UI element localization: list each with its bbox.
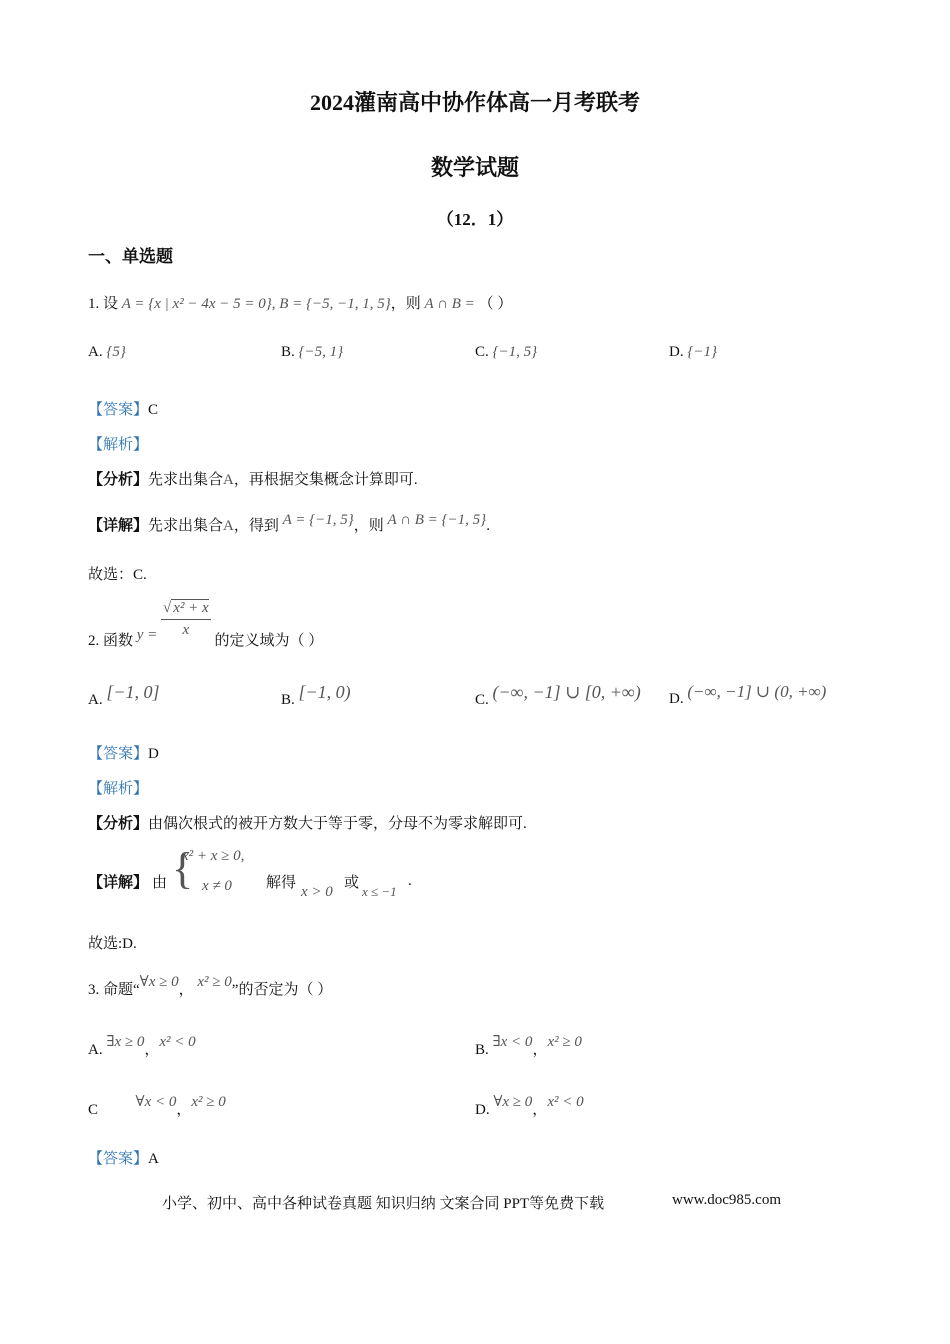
- q1-then: ，则: [390, 296, 421, 312]
- option-label: D.: [475, 1102, 490, 1118]
- footer-text: 小学、初中、高中各种试卷真题 知识归纳 文案合同 PPT等免费下载: [162, 1196, 605, 1212]
- detail-tag: 【详解】: [88, 875, 149, 891]
- answer-value: C: [148, 402, 159, 418]
- q3-number: 3. 命题“: [88, 982, 140, 998]
- detail-tag: 【详解】: [88, 518, 149, 534]
- q2-fenxi: [88, 812, 527, 833]
- detail-var: A: [223, 518, 234, 534]
- q1-option-a[interactable]: [88, 344, 126, 361]
- option-quantifier: ∃x < 0: [492, 1034, 533, 1050]
- exam-date: （12．1）: [436, 210, 514, 229]
- q2-option-d[interactable]: [669, 682, 827, 708]
- q1-option-d[interactable]: [669, 344, 717, 361]
- option-predicate: x² ≥ 0: [191, 1094, 226, 1110]
- q1-number: 1. 设: [88, 296, 119, 312]
- option-predicate: x² < 0: [547, 1094, 584, 1110]
- system-line-1: x² + x ≥ 0,: [182, 848, 245, 864]
- q2-denominator: x: [182, 622, 190, 638]
- detail-text: 由: [152, 875, 168, 891]
- section-heading: 一、单选题: [88, 247, 173, 266]
- detail-text: .: [408, 873, 412, 889]
- q2-guxuan: 故选:D.: [88, 936, 137, 952]
- option-value: {−1}: [687, 344, 717, 360]
- q1-paren: （ ）: [478, 296, 513, 312]
- q2-answer: [88, 742, 159, 763]
- option-value: [−1, 0): [298, 682, 351, 702]
- detail-text: ，则: [353, 518, 384, 534]
- option-value: {−5, 1}: [298, 344, 344, 360]
- q1-set-a: A = {x | x² − 4x − 5 = 0}: [121, 296, 272, 312]
- q1-fenxi: [88, 468, 418, 489]
- option-quantifier: ∃x ≥ 0: [106, 1034, 145, 1050]
- detail-text: 先求出集合: [148, 518, 224, 534]
- question-1: [88, 292, 512, 313]
- answer-value: A: [148, 1151, 159, 1167]
- option-value: (−∞, −1] ∪ [0, +∞): [492, 682, 641, 702]
- option-value: {−1, 5}: [492, 344, 538, 360]
- fenxi-var: A: [223, 472, 234, 488]
- q1-jiexi-tag: 【解析】: [88, 437, 149, 453]
- option-label: C: [88, 1102, 99, 1118]
- option-label: B.: [475, 1042, 489, 1058]
- question-2: [88, 598, 323, 652]
- q2-option-c[interactable]: [475, 682, 641, 709]
- q2-jiexi-tag: 【解析】: [88, 781, 149, 797]
- option-label: A.: [88, 692, 103, 708]
- q1-guxuan: 故选：C.: [88, 567, 147, 583]
- answer-tag: 【答案】: [88, 746, 149, 762]
- q3-suffix: ”的否定为（ ）: [231, 982, 333, 998]
- q2-detail: [88, 846, 488, 906]
- detail-math: A ∩ B = {−1, 5}: [387, 512, 487, 528]
- option-quantifier: ∀x < 0: [135, 1094, 177, 1110]
- option-value: (−∞, −1] ∪ (0, +∞): [687, 682, 827, 701]
- detail-text: 或: [344, 875, 360, 891]
- option-label: D.: [669, 344, 684, 360]
- option-predicate: x² ≥ 0: [547, 1034, 582, 1050]
- q2-radicand: x² + x: [173, 600, 209, 616]
- fenxi-text: 先求出集合: [148, 472, 224, 488]
- detail-text: 解得: [266, 875, 297, 891]
- q1-expr: A ∩ B =: [424, 296, 475, 312]
- q2-suffix: 的定义域为（ ）: [214, 632, 324, 649]
- q1-detail: [88, 514, 490, 535]
- system-line-2: x ≠ 0: [202, 878, 232, 894]
- q3-comma: ，: [178, 982, 194, 998]
- detail-text: ，得到: [233, 518, 279, 534]
- q3-quantifier: ∀x ≥ 0: [139, 974, 179, 990]
- fenxi-text: ，再根据交集概念计算即可.: [233, 472, 418, 488]
- q3-predicate: x² ≥ 0: [197, 974, 232, 990]
- fenxi-tag: 【分析】: [88, 816, 149, 832]
- result-1: x > 0: [301, 884, 333, 900]
- question-3: [88, 974, 333, 999]
- left-brace: {: [172, 844, 194, 893]
- fenxi-tag: 【分析】: [88, 472, 149, 488]
- q3-option-b[interactable]: B. ∃x < 0，x² ≥ 0: [475, 1034, 582, 1058]
- option-label: C.: [475, 344, 489, 360]
- detail-math: A = {−1, 5}: [282, 512, 354, 528]
- option-label: D.: [669, 691, 684, 707]
- fenxi-text: 由偶次根式的被开方数大于等于零，分母不为零求解即可.: [148, 816, 527, 832]
- option-label: B.: [281, 344, 295, 360]
- answer-tag: 【答案】: [88, 402, 149, 418]
- q1-set-b: , B = {−5, −1, 1, 5}: [271, 296, 391, 312]
- option-predicate: x² < 0: [159, 1034, 196, 1050]
- q2-option-b[interactable]: [281, 682, 351, 709]
- option-value: [−1, 0]: [106, 682, 160, 702]
- q3-option-d[interactable]: D. ∀x ≥ 0，x² < 0: [475, 1094, 584, 1118]
- page-subtitle: 数学试题: [430, 155, 519, 180]
- q2-numerator: √ x² + x: [161, 600, 211, 620]
- page-title: 2024灌南高中协作体高一月考联考: [309, 90, 640, 115]
- q3-option-a[interactable]: A. ∃x ≥ 0，x² < 0: [88, 1034, 196, 1058]
- q2-option-a[interactable]: [88, 682, 160, 709]
- option-label: A.: [88, 344, 103, 360]
- option-label: B.: [281, 692, 295, 708]
- q3-answer: [88, 1147, 159, 1168]
- q2-fraction: [161, 600, 211, 639]
- option-quantifier: ∀x ≥ 0: [493, 1094, 533, 1110]
- detail-text: .: [486, 518, 490, 534]
- result-2: x ≤ −1: [362, 884, 397, 899]
- option-label: C.: [475, 692, 489, 708]
- q1-option-c[interactable]: [475, 344, 537, 361]
- q2-number: 2. 函数: [88, 632, 134, 649]
- option-label: A.: [88, 1042, 103, 1058]
- footer-url[interactable]: www.doc985.com: [672, 1192, 782, 1208]
- q2-y: y =: [136, 626, 158, 643]
- q1-option-b[interactable]: [281, 344, 343, 361]
- q1-answer: [88, 398, 158, 419]
- answer-tag: 【答案】: [88, 1151, 149, 1167]
- option-value: {5}: [106, 344, 126, 360]
- q3-option-c[interactable]: C ∀x < 0，x² ≥ 0: [88, 1094, 226, 1118]
- answer-value: D: [148, 746, 159, 762]
